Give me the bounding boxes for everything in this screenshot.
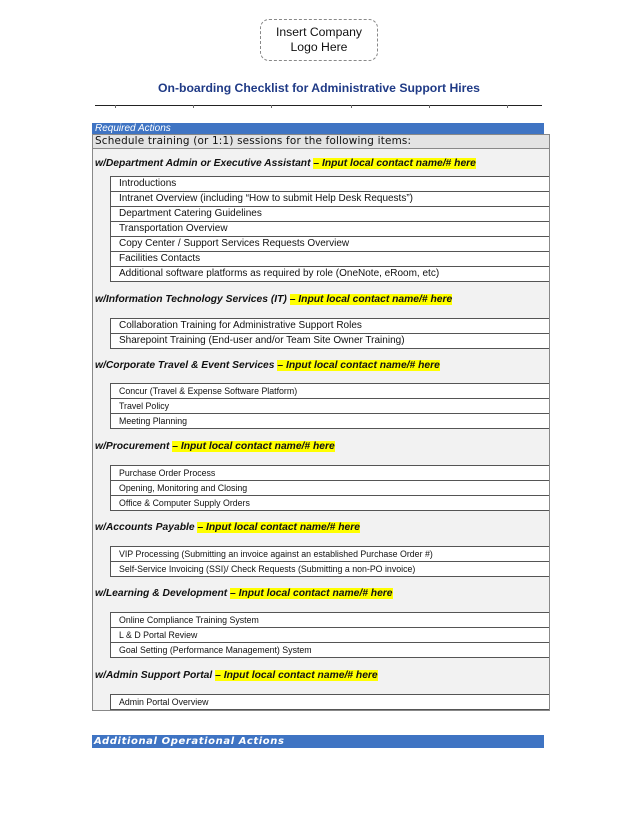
checklist-item: VIP Processing (Submitting an invoice against an established Purchase Order #) — [110, 546, 549, 561]
group-heading-corporate-travel — [93, 359, 549, 372]
contact-placeholder[interactable]: – Input local contact name/# here — [230, 588, 393, 599]
checklist-table — [92, 148, 550, 711]
group-heading-text: w/Department Admin or Executive Assistant — [95, 158, 314, 169]
title-rule — [95, 105, 542, 106]
group-heading-accounts-payable — [93, 521, 549, 534]
group-heading-text: w/Information Technology Services (IT) — [95, 294, 290, 305]
checklist-item: Purchase Order Process — [110, 465, 549, 480]
checklist-item: Admin Portal Overview — [110, 694, 549, 710]
schedule-instruction: Schedule training (or 1:1) sessions for the following items: — [92, 134, 550, 148]
checklist-item: Sharepoint Training (End-user and/or Team Site Owner Training) — [110, 333, 549, 349]
additional-actions-header: Additional Operational Actions — [92, 735, 544, 748]
checklist-item: Introductions — [110, 176, 549, 191]
checklist-item: Office & Computer Supply Orders — [110, 495, 549, 511]
group-heading-procurement — [93, 440, 549, 453]
checklist-item: Concur (Travel & Expense Software Platform) — [110, 383, 549, 398]
logo-line-2: Logo Here — [290, 40, 348, 54]
group-heading-it-services — [93, 293, 549, 306]
group-heading-text: w/Procurement — [95, 441, 173, 452]
checklist-item: Additional software platforms as required by role (OneNote, eRoom, etc) — [110, 266, 549, 282]
checklist-item: Collaboration Training for Administrative Support Roles — [110, 318, 549, 333]
checklist-item: Transportation Overview — [110, 221, 549, 236]
contact-placeholder[interactable]: – Input local contact name/# here — [277, 360, 440, 371]
contact-placeholder[interactable]: – Input local contact name/# here — [313, 158, 476, 169]
required-actions-header: Required Actions — [92, 123, 544, 134]
group-heading-text: w/Corporate Travel & Event Services — [95, 360, 278, 371]
checklist-item: Travel Policy — [110, 398, 549, 413]
checklist-item: Meeting Planning — [110, 413, 549, 429]
checklist-item: Self-Service Invoicing (SSI)/ Check Requests (Submitting a non-PO invoice) — [110, 561, 549, 577]
group-heading-text: w/Admin Support Portal — [95, 670, 216, 681]
group-heading-admin-support-portal — [93, 669, 549, 682]
contact-placeholder[interactable]: – Input local contact name/# here — [215, 670, 378, 681]
contact-placeholder[interactable]: – Input local contact name/# here — [289, 294, 453, 305]
group-heading-learning-development — [93, 587, 549, 600]
group-heading-text: w/Learning & Development — [95, 588, 231, 599]
checklist-item: Department Catering Guidelines — [110, 206, 549, 221]
checklist-item: Opening, Monitoring and Closing — [110, 480, 549, 495]
company-logo-placeholder — [260, 19, 378, 61]
checklist-item: Goal Setting (Performance Management) System — [110, 642, 549, 658]
checklist-item: Copy Center / Support Services Requests Overview — [110, 236, 549, 251]
checklist-item: Intranet Overview (including “How to submit Help Desk Requests”) — [110, 191, 549, 206]
contact-placeholder[interactable]: – Input local contact name/# here — [197, 522, 360, 533]
group-heading-department-admin — [93, 157, 549, 170]
contact-placeholder[interactable]: – Input local contact name/# here — [172, 441, 335, 452]
checklist-item: Facilities Contacts — [110, 251, 549, 266]
logo-line-1: Insert Company — [275, 25, 363, 39]
group-heading-text: w/Accounts Payable — [95, 522, 198, 533]
checklist-item: Online Compliance Training System — [110, 612, 549, 627]
document-title: On-boarding Checklist for Administrative Support Hires — [158, 81, 480, 95]
checklist-item: L & D Portal Review — [110, 627, 549, 642]
